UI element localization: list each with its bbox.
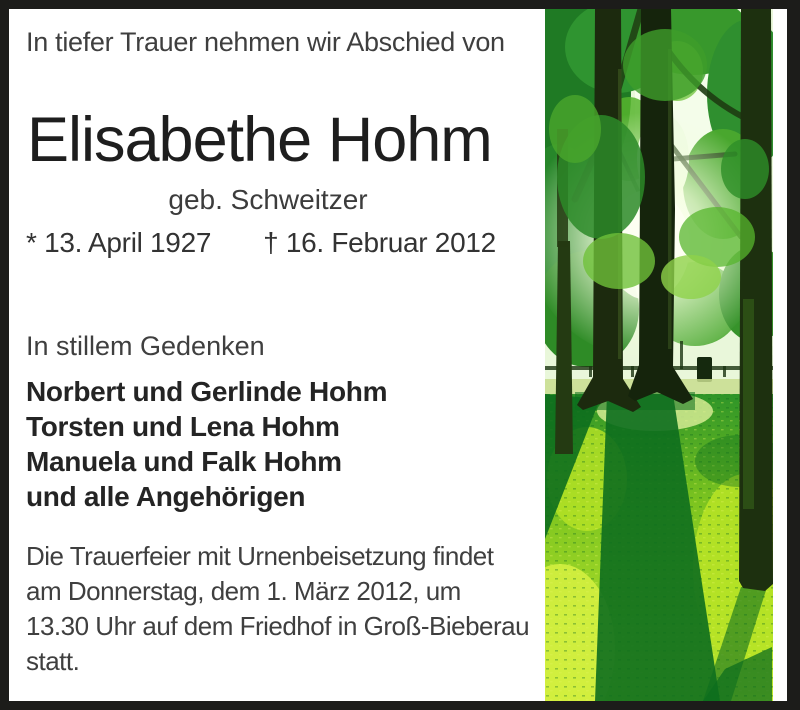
- funeral-details-line: am Donnerstag, dem 1. März 2012, um: [26, 576, 461, 606]
- funeral-details-line: 13.30 Uhr auf dem Friedhof in Groß-Bieberau: [26, 611, 530, 641]
- intro-line: In tiefer Trauer nehmen wir Abschied von: [26, 27, 505, 57]
- mourner-name: Manuela und Falk Hohm: [26, 446, 342, 477]
- frame-border-top: [0, 0, 800, 9]
- mourner-name: und alle Angehörigen: [26, 481, 306, 512]
- frame-border-left: [0, 0, 9, 710]
- mourners-list: [26, 374, 387, 514]
- funeral-details-line: Die Trauerfeier mit Urnenbeisetzung findet: [26, 541, 494, 571]
- memorial-photo: [545, 9, 773, 701]
- mourner-name: Torsten und Lena Hohm: [26, 411, 340, 442]
- deceased-name: Elisabethe Hohm: [27, 105, 492, 175]
- birth-date: * 13. April 1927: [26, 227, 212, 258]
- frame-border-right: [787, 0, 800, 710]
- memorial-line: In stillem Gedenken: [26, 331, 265, 361]
- mourner-name: Norbert und Gerlinde Hohm: [26, 376, 388, 407]
- life-dates: [26, 227, 496, 259]
- funeral-details: [26, 539, 529, 679]
- frame-border-bottom: [0, 701, 800, 710]
- maiden-name: geb. Schweitzer: [168, 184, 368, 215]
- death-date: † 16. Februar 2012: [263, 227, 496, 258]
- funeral-details-line: statt.: [26, 646, 80, 676]
